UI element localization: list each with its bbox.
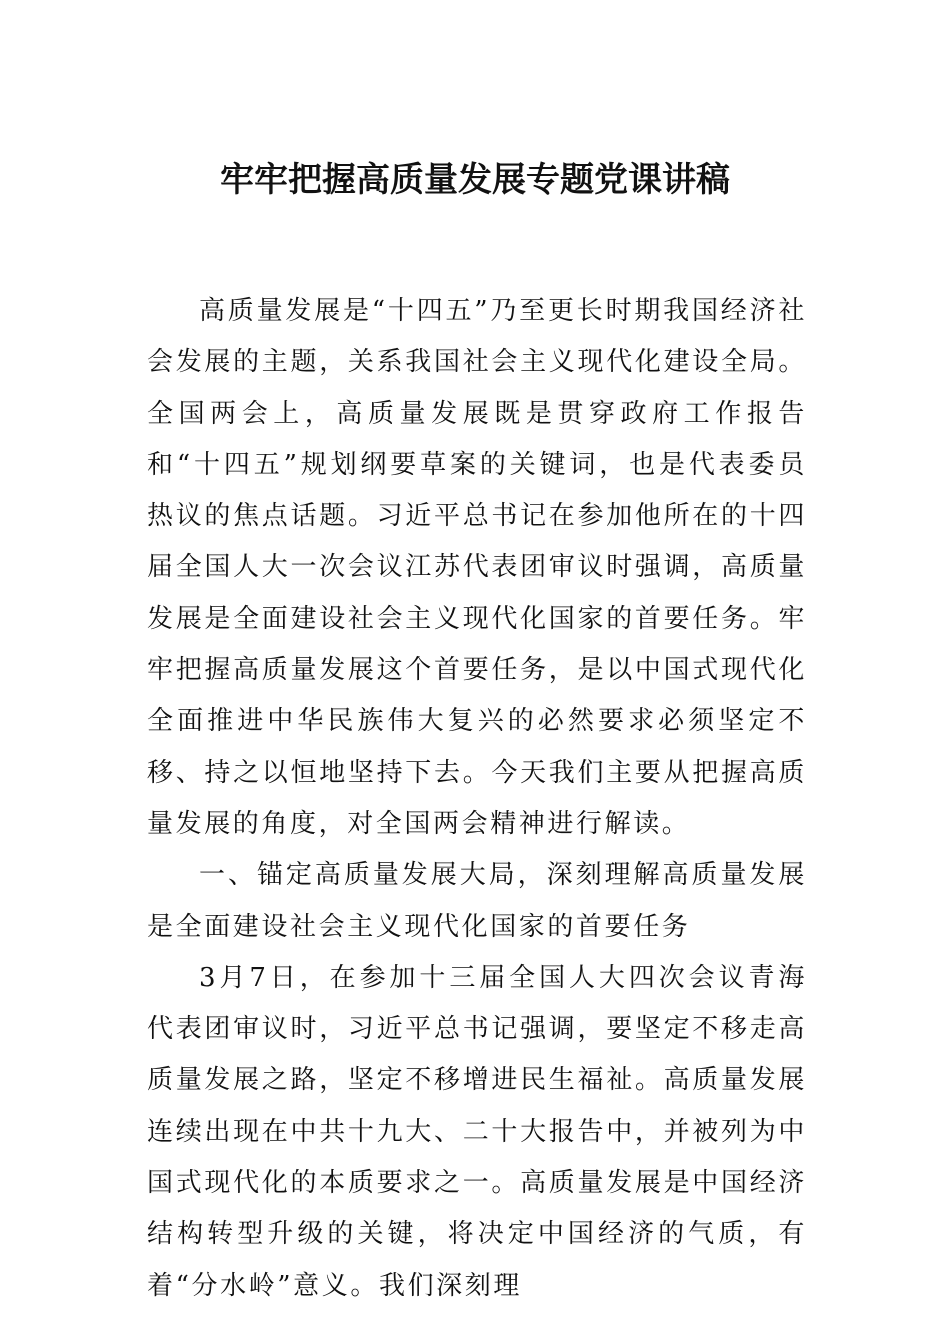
document-body (147, 286, 807, 1312)
paragraph-intro: 高质量发展是“十四五”乃至更长时期我国经济社会发展的主题，关系我国社会主义现代化建设全局。全国两会上，高质量发展既是贯穿政府工作报告和“十四五”规划纲要草案的关键词，也是代表委员热议的焦点话题。习近平总书记在参加他所在的十四届全国人大一次会议江苏代表团审议时强调，高质量发展是全面建设社会主义现代化国家的首要任务。牢牢把握高质量发展这个首要任务，是以中国式现代化全面推进中华民族伟大复兴的必然要求必须坚定不移、持之以恒地坚持下去。今天我们主要从把握高质量发展的角度，对全国两会精神进行解读。 (147, 296, 807, 839)
section-heading-1: 一、锚定高质量发展大局，深刻理解高质量发展是全面建设社会主义现代化国家的首要任务 (147, 860, 807, 942)
paragraph-section-1: 3月7日，在参加十三届全国人大四次会议青海代表团审议时，习近平总书记强调，要坚定不移走高质量发展之路，坚定不移增进民生福祉。高质量发展连续出现在中共十九大、二十大报告中，并被列为中国式现代化的本质要求之一。高质量发展是中国经济结构转型升级的关键，将决定中国经济的气质，有着“分水岭”意义。我们深刻理 (147, 962, 807, 1301)
document-title: 牢牢把握高质量发展专题党课讲稿 (220, 160, 730, 200)
